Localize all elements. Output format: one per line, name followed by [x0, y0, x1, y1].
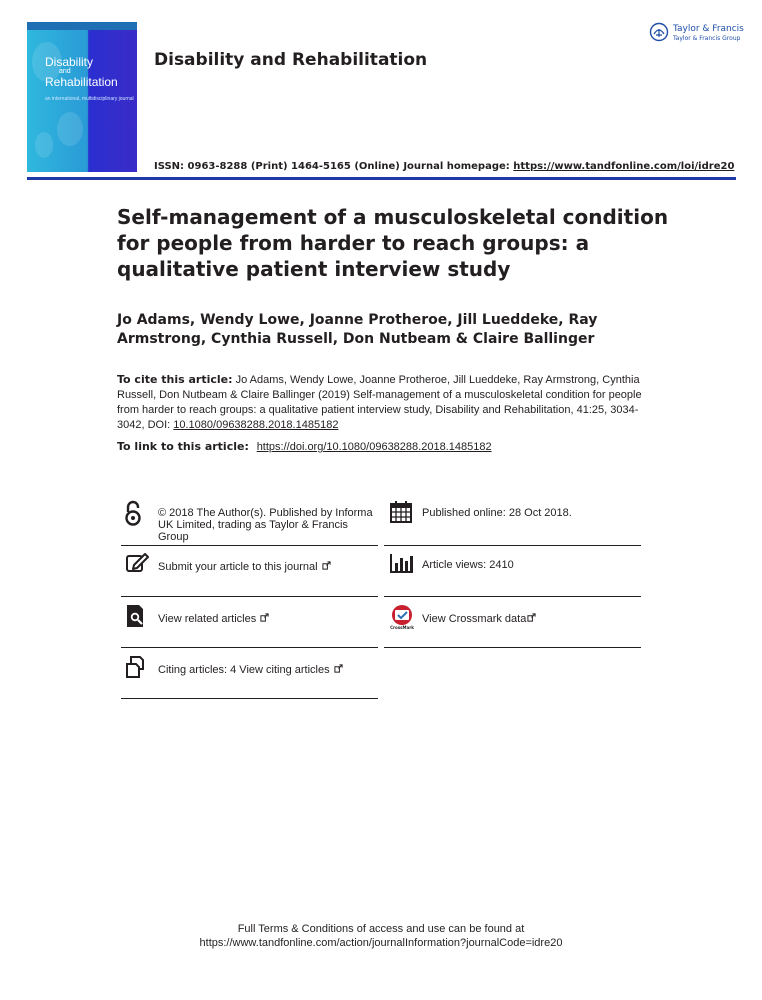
external-link-icon [527, 613, 536, 622]
published-date: Published online: 28 Oct 2018. [422, 507, 572, 519]
cover-top-band [27, 22, 137, 30]
publisher-group: Taylor & Francis Group [673, 35, 741, 42]
divider [121, 698, 378, 699]
related-articles-link[interactable] [158, 613, 269, 625]
external-link-icon [260, 613, 269, 622]
article-views-icon [390, 553, 414, 573]
submit-article-label: Submit your article to this journal [158, 561, 318, 573]
cover-title: Disability and Rehabilitation [45, 55, 118, 89]
crossmark-logo-text: CrossMark [390, 625, 414, 630]
article-authors: Jo Adams, Wendy Lowe, Joanne Protheroe, Jill Lueddeke, Ray Armstrong, Cynthia Russell, Don Nutbeam & Claire Ballinger [117, 312, 598, 347]
external-link-icon [322, 561, 331, 570]
open-access-icon [124, 500, 142, 526]
link-label: To link to this article: [117, 440, 253, 453]
crossmark-link[interactable] [422, 613, 536, 625]
copyright-notice: © 2018 The Author(s). Published by Informa UK Limited, trading as Taylor & Francis Group [158, 507, 373, 543]
journal-homepage-link[interactable]: https://www.tandfonline.com/loi/idre20 [513, 161, 735, 172]
divider [121, 647, 378, 648]
related-articles-label: View related articles [158, 613, 257, 625]
divider [121, 596, 378, 597]
article-title: Self-management of a musculoskeletal condition for people from harder to reach groups: a qualitative patient interview study [117, 205, 669, 281]
external-link-icon [334, 664, 343, 673]
citation-block [117, 372, 657, 433]
article-views: Article views: 2410 [422, 559, 514, 571]
issn-line [154, 161, 734, 172]
journal-title: Disability and Rehabilitation [154, 50, 428, 70]
submit-article-link[interactable] [158, 561, 331, 573]
citing-articles-label: Citing articles: 4 View citing articles [158, 664, 330, 676]
citation-label: To cite this article: [117, 373, 233, 386]
footer-terms-link[interactable]: https://www.tandfonline.com/action/journalInformation?journalCode=idre20 [199, 937, 563, 949]
divider [121, 545, 378, 546]
related-articles-icon [125, 603, 147, 629]
submit-edit-icon [125, 552, 149, 574]
journal-cover-image [27, 22, 137, 172]
crossmark-icon [389, 604, 415, 626]
cover-subtitle: an international, multidisciplinary journal [45, 96, 134, 102]
citing-articles-icon [125, 655, 149, 679]
divider [384, 545, 641, 546]
crossmark-label: View Crossmark data [422, 613, 527, 625]
divider [384, 647, 641, 648]
cover-decor [35, 132, 53, 158]
article-doi-link[interactable]: https://doi.org/10.1080/09638288.2018.1485182 [256, 441, 492, 453]
citing-articles-link[interactable] [158, 664, 343, 676]
crossmark-logo [389, 604, 415, 632]
cover-decor [57, 112, 83, 146]
publisher-name: Taylor & Francis [673, 24, 744, 34]
calendar-icon [389, 500, 413, 524]
footer-terms-text: Full Terms & Conditions of access and use can be found at [237, 923, 525, 935]
footer [0, 922, 762, 950]
header-divider [27, 177, 736, 180]
citation-doi-link[interactable]: 10.1080/09638288.2018.1485182 [173, 419, 339, 431]
divider [384, 596, 641, 597]
publisher-logo-icon [649, 22, 669, 42]
citation-text: Jo Adams, Wendy Lowe, Joanne Protheroe, Jill Lueddeke, Ray Armstrong, Cynthia Russell, Don Nutbeam & Claire Ballinger (2019) Self-management of a musculoskeletal condition for people from harder to reach groups: a qualitative patient interview study, Disability and Rehabilitation, 41:25, 3034-3042, DOI: [117, 374, 642, 431]
article-link-line [117, 440, 492, 453]
issn-text: ISSN: 0963-8288 (Print) 1464-5165 (Online) Journal homepage: [154, 161, 514, 172]
publisher-logo[interactable] [649, 22, 744, 44]
